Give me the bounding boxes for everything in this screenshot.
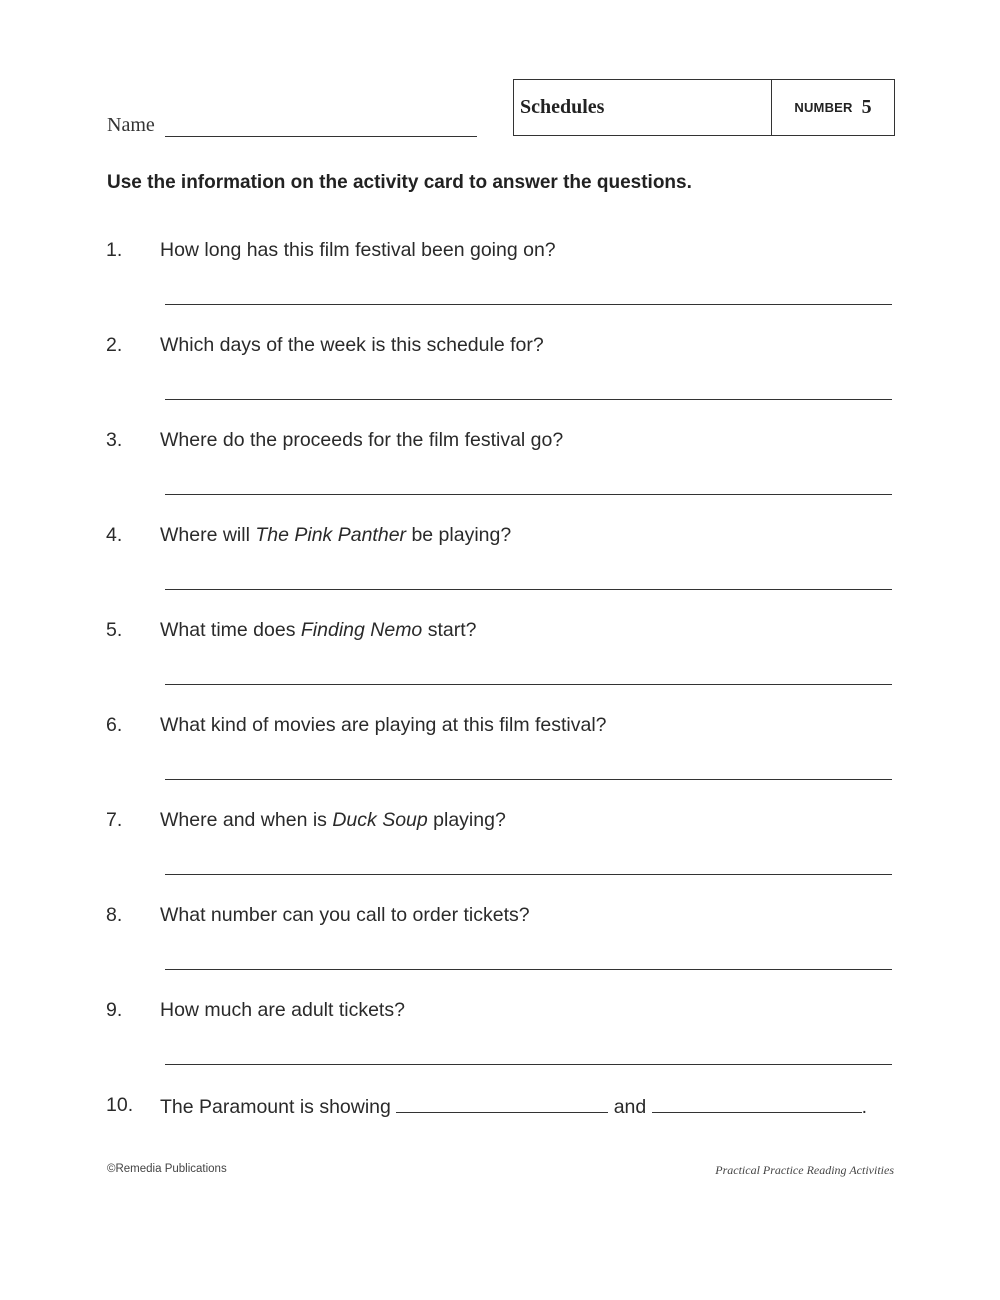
question-text: How much are adult tickets? [160, 999, 405, 1021]
question-text: Which days of the week is this schedule for? [160, 334, 544, 356]
question-text: What kind of movies are playing at this film festival? [160, 714, 607, 736]
instructions: Use the information on the activity card to answer the questions. [107, 172, 692, 193]
worksheet-number [772, 80, 894, 135]
worksheet-title-box [513, 79, 895, 136]
answer-line-5[interactable] [165, 684, 892, 685]
question-text: Where will The Pink Panther be playing? [160, 524, 512, 546]
fill-in-blank-2[interactable] [652, 1094, 862, 1113]
fill-in-blank-1[interactable] [396, 1094, 608, 1113]
question-number: 5. [106, 619, 123, 641]
question-number: 8. [106, 904, 123, 926]
question-text: Where do the proceeds for the film festival go? [160, 429, 564, 451]
worksheet-title: Schedules [514, 80, 772, 135]
number-value: 5 [861, 96, 872, 118]
answer-line-6[interactable] [165, 779, 892, 780]
question-text: The Paramount is showing and . [160, 1096, 868, 1118]
answer-line-2[interactable] [165, 399, 892, 400]
name-field [107, 114, 477, 137]
question-number: 2. [106, 334, 123, 356]
question-number: 7. [106, 809, 123, 831]
question-number: 6. [106, 714, 123, 736]
question-number: 1. [106, 239, 123, 261]
footer-copyright: ©Remedia Publications [107, 1163, 227, 1175]
question-text: How long has this film festival been going on? [160, 239, 556, 261]
question-number: 3. [106, 429, 123, 451]
question-number: 9. [106, 999, 123, 1021]
answer-line-1[interactable] [165, 304, 892, 305]
number-label: NUMBER [794, 100, 853, 115]
question-text: What number can you call to order tickets? [160, 904, 530, 926]
answer-line-3[interactable] [165, 494, 892, 495]
answer-line-9[interactable] [165, 1064, 892, 1065]
footer-series-title: Practical Practice Reading Activities [715, 1163, 894, 1177]
question-number: 10. [106, 1094, 134, 1116]
question-number: 4. [106, 524, 123, 546]
question-text: Where and when is Duck Soup playing? [160, 809, 506, 831]
answer-line-7[interactable] [165, 874, 892, 875]
answer-line-4[interactable] [165, 589, 892, 590]
name-label: Name [107, 114, 155, 136]
answer-line-8[interactable] [165, 969, 892, 970]
question-text: What time does Finding Nemo start? [160, 619, 477, 641]
name-blank-line[interactable] [165, 116, 477, 137]
